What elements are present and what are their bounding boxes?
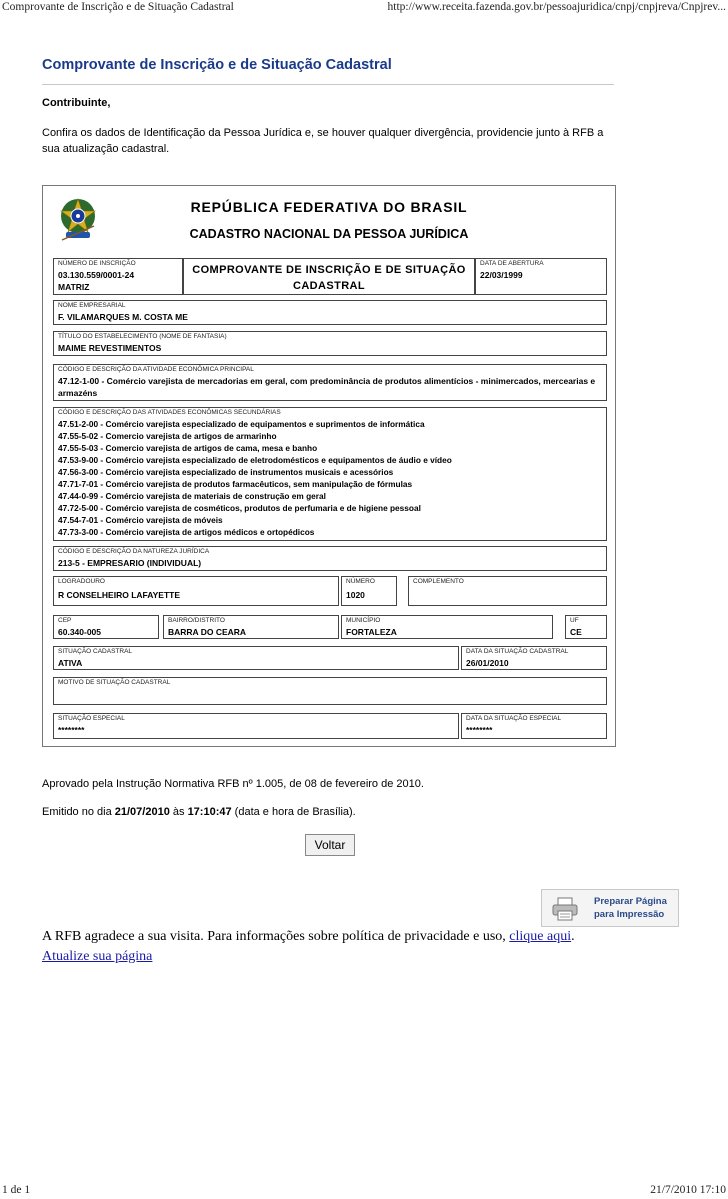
data-situacao-cadastral-box xyxy=(461,646,607,670)
nome-empresarial-label: NOME EMPRESARIAL xyxy=(58,302,126,309)
comprovante-title-box xyxy=(183,258,475,295)
situacao-cadastral-label: SITUAÇÃO CADASTRAL xyxy=(58,648,133,655)
numero-label: NÚMERO xyxy=(346,578,375,585)
print-footer xyxy=(0,1184,728,1199)
thanks-end: . xyxy=(571,929,575,944)
situacao-especial-box xyxy=(53,713,459,739)
print-footer-page: 1 de 1 xyxy=(2,1184,31,1196)
municipio-box xyxy=(341,615,553,639)
complemento-label: COMPLEMENTO xyxy=(413,578,464,585)
emitted-suffix: (data e hora de Brasília). xyxy=(231,806,356,818)
data-situacao-cadastral-value: 26/01/2010 xyxy=(466,658,509,668)
matriz-value: MATRIZ xyxy=(58,282,90,292)
emitted-prefix: Emitido no dia xyxy=(42,806,115,818)
approval-note: Aprovado pela Instrução Normativa RFB nº 1.005, de 08 de fevereiro de 2010. xyxy=(42,778,424,790)
data-situacao-especial-value: ******** xyxy=(466,725,493,735)
logradouro-box xyxy=(53,576,339,606)
data-abertura-label: DATA DE ABERTURA xyxy=(480,260,544,267)
data-abertura-value: 22/03/1999 xyxy=(480,270,523,280)
logradouro-label: LOGRADOURO xyxy=(58,578,105,585)
registry-heading: CADASTRO NACIONAL DA PESSOA JURÍDICA xyxy=(189,227,469,241)
atividade-secundaria-item: 47.71-7-01 - Comércio varejista de produtos farmacêuticos, sem manipulação de fórmulas xyxy=(58,479,413,489)
page-title: Comprovante de Inscrição e de Situação Cadastral xyxy=(42,57,392,73)
data-abertura-box xyxy=(475,258,607,295)
prepare-print-line2: para Impressão xyxy=(594,909,665,920)
complemento-box xyxy=(408,576,607,606)
titulo-estabelecimento-label: TÍTULO DO ESTABELECIMENTO (NOME DE FANTASIA) xyxy=(58,333,227,340)
situacao-cadastral-value: ATIVA xyxy=(58,658,83,668)
motivo-situacao-box xyxy=(53,677,607,705)
atividade-principal-label: CÓDIGO E DESCRIÇÃO DA ATIVIDADE ECONÔMICA PRINCIPAL xyxy=(58,366,254,373)
cep-value: 60.340-005 xyxy=(58,627,102,637)
cep-label: CEP xyxy=(58,617,72,624)
certificate xyxy=(42,185,616,747)
numero-inscricao-value: 03.130.559/0001-24 xyxy=(58,270,135,280)
logradouro-value: R CONSELHEIRO LAFAYETTE xyxy=(58,590,181,600)
atividades-secundarias-box xyxy=(53,407,607,541)
motivo-situacao-label: MOTIVO DE SITUAÇÃO CADASTRAL xyxy=(58,679,171,686)
numero-inscricao-label: NÚMERO DE INSCRIÇÃO xyxy=(58,260,136,267)
print-footer-datetime: 21/7/2010 17:10 xyxy=(650,1184,726,1196)
greeting: Contribuinte, xyxy=(42,97,111,109)
voltar-button[interactable]: Voltar xyxy=(305,834,355,856)
update-page-link[interactable]: Atualize sua página xyxy=(42,949,153,964)
atividade-secundaria-item: 47.54-7-01 - Comércio varejista de móveis xyxy=(58,515,223,525)
print-header-url: http://www.receita.fazenda.gov.br/pessoajuridica/cnpj/cnpjreva/Cnpjrev... xyxy=(387,1,726,13)
situacao-especial-value: ******** xyxy=(58,725,85,735)
data-situacao-especial-label: DATA DA SITUAÇÃO ESPECIAL xyxy=(466,715,562,722)
data-situacao-cadastral-label: DATA DA SITUAÇÃO CADASTRAL xyxy=(466,648,569,655)
uf-box xyxy=(565,615,607,639)
atividade-principal-value: 47.12-1-00 - Comércio varejista de mercadorias em geral, com predominância de produtos alimentícios - minimercados, mercearias e armazéns xyxy=(58,376,596,398)
natureza-juridica-box xyxy=(53,546,607,571)
nome-empresarial-box xyxy=(53,300,607,325)
nome-empresarial-value: F. VILAMARQUES M. COSTA ME xyxy=(58,312,188,322)
atividade-secundaria-item: 47.55-5-03 - Comercio varejista de artigos de cama, mesa e banho xyxy=(58,443,318,453)
uf-label: UF xyxy=(570,617,579,624)
republic-heading: REPÚBLICA FEDERATIVA DO BRASIL xyxy=(190,199,468,215)
numero-value: 1020 xyxy=(346,590,365,600)
bairro-value: BARRA DO CEARA xyxy=(168,627,247,637)
emitted-time: 17:10:47 xyxy=(187,806,232,818)
prepare-print-label xyxy=(594,895,667,921)
atividade-principal-box xyxy=(53,364,607,401)
municipio-value: FORTALEZA xyxy=(346,627,397,637)
atividade-secundaria-item: 47.51-2-00 - Comércio varejista especializado de equipamentos e suprimentos de informática xyxy=(58,419,425,429)
atividade-secundaria-item: 47.53-9-00 - Comércio varejista especializado de eletrodomésticos e equipamentos de áudio e vídeo xyxy=(58,455,452,465)
uf-value: CE xyxy=(570,627,582,637)
thanks-note xyxy=(42,927,622,967)
title-divider xyxy=(42,84,614,85)
emitted-mid: às xyxy=(169,806,188,818)
print-header-title: Comprovante de Inscrição e de Situação Cadastral xyxy=(2,1,234,13)
natureza-juridica-value: 213-5 - EMPRESARIO (INDIVIDUAL) xyxy=(58,558,202,568)
situacao-especial-label: SITUAÇÃO ESPECIAL xyxy=(58,715,125,722)
emission-note xyxy=(42,806,356,818)
printer-icon xyxy=(552,897,578,921)
numero-box xyxy=(341,576,397,606)
situacao-cadastral-box xyxy=(53,646,459,670)
atividade-secundaria-item: 47.44-0-99 - Comércio varejista de materiais de construção em geral xyxy=(58,491,326,501)
titulo-estabelecimento-box xyxy=(53,331,607,356)
atividade-secundaria-item: 47.72-5-00 - Comércio varejista de cosméticos, produtos de perfumaria e de higiene pessoal xyxy=(58,503,421,513)
atividade-secundaria-item: 47.55-5-02 - Comercio varejista de artigos de armarinho xyxy=(58,431,277,441)
bairro-label: BAIRRO/DISTRITO xyxy=(168,617,225,624)
titulo-estabelecimento-value: MAIME REVESTIMENTOS xyxy=(58,343,162,353)
privacy-link[interactable]: clique aqui xyxy=(509,929,572,944)
atividade-secundaria-item: 47.56-3-00 - Comércio varejista especializado de instrumentos musicais e acessórios xyxy=(58,467,394,477)
comprovante-title: COMPROVANTE DE INSCRIÇÃO E DE SITUAÇÃO CADASTRAL xyxy=(192,264,466,292)
prepare-print-button[interactable] xyxy=(541,889,679,927)
prepare-print-line1: Preparar Página xyxy=(594,896,667,907)
atividades-secundarias-list xyxy=(58,418,452,538)
natureza-juridica-label: CÓDIGO E DESCRIÇÃO DA NATUREZA JURÍDICA xyxy=(58,548,210,555)
intro-text: Confira os dados de Identificação da Pessoa Jurídica e, se houver qualquer divergência, providencie junto à RFB a sua atualização cadastral. xyxy=(42,127,604,155)
atividades-secundarias-label: CÓDIGO E DESCRIÇÃO DAS ATIVIDADES ECONÔMICAS SECUNDÁRIAS xyxy=(58,409,281,416)
emitted-date: 21/07/2010 xyxy=(114,806,170,818)
print-header xyxy=(0,0,728,16)
data-situacao-especial-box xyxy=(461,713,607,739)
atividade-secundaria-item: 47.73-3-00 - Comércio varejista de artigos médicos e ortopédicos xyxy=(58,527,315,537)
bairro-box xyxy=(163,615,339,639)
thanks-text: A RFB agradece a sua visita. Para informações sobre política de privacidade e uso, xyxy=(42,929,510,944)
cep-box xyxy=(53,615,159,639)
municipio-label: MUNICÍPIO xyxy=(346,617,381,624)
numero-inscricao-box xyxy=(53,258,183,295)
